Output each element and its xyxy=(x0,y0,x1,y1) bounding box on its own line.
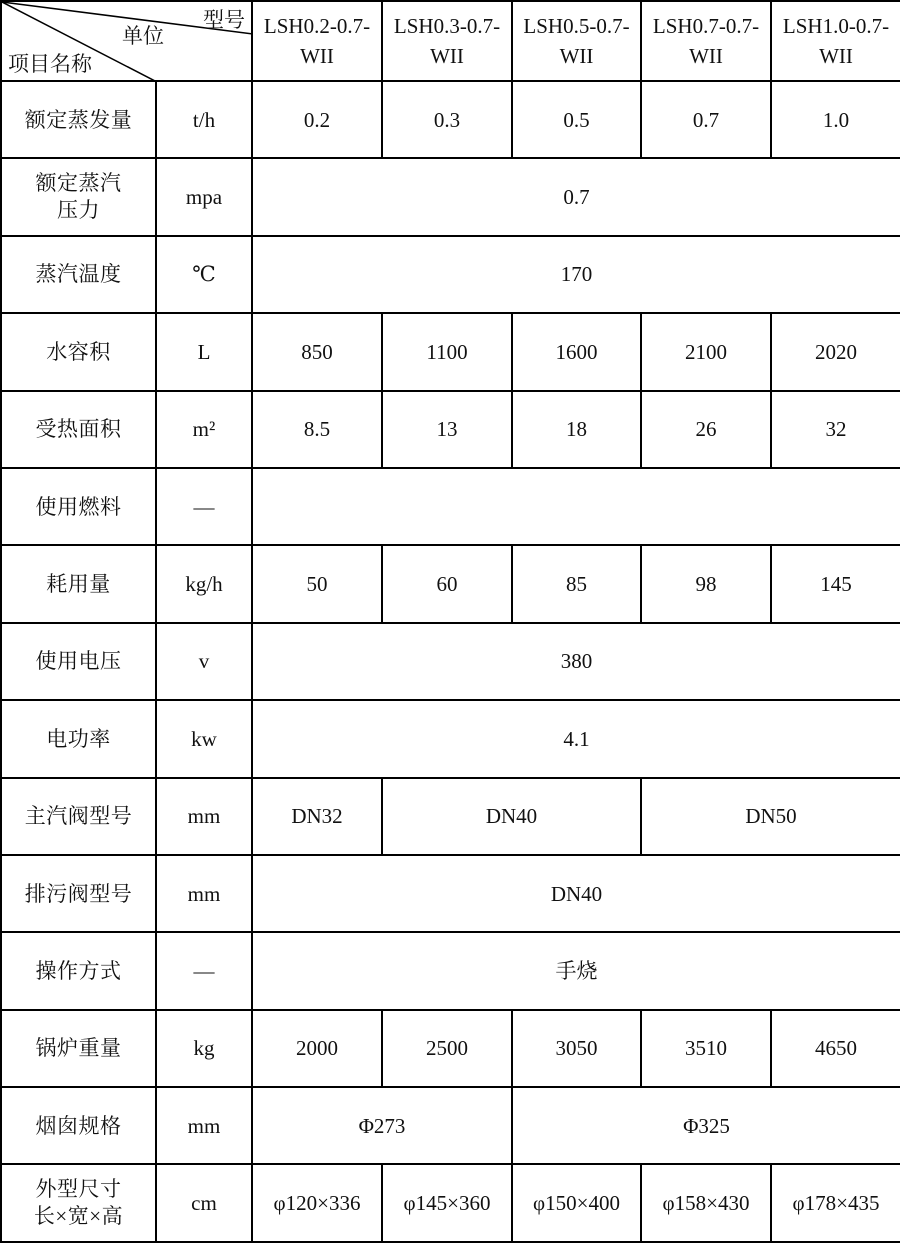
value-cell xyxy=(252,700,900,777)
unit-cell xyxy=(156,1087,252,1164)
item-name: 受热面积 xyxy=(35,417,122,442)
item-name: 排污阀型号 xyxy=(24,881,133,906)
item-name: 耗用量 xyxy=(46,572,111,597)
value-cell xyxy=(382,545,512,622)
item-name: 蒸汽温度 xyxy=(35,262,122,287)
item-name: 使用电压 xyxy=(35,649,122,674)
value-cell xyxy=(252,391,382,468)
table-row xyxy=(1,545,900,622)
item-name: 烟囱规格 xyxy=(35,1113,122,1138)
value-cell xyxy=(641,778,900,855)
item-name-cell xyxy=(1,932,156,1009)
unit-cell xyxy=(156,81,252,158)
value-cell xyxy=(641,1010,771,1087)
cell-value: 2000 xyxy=(296,1036,338,1061)
cell-value: 1.0 xyxy=(822,107,850,132)
cell-value: 380 xyxy=(560,649,593,674)
model-suffix-line: WII xyxy=(300,44,334,68)
table-row xyxy=(1,81,900,158)
item-name-cell xyxy=(1,855,156,932)
cell-value: 手烧 xyxy=(555,958,598,983)
item-name: 水容积 xyxy=(46,339,111,364)
cell-value: 50 xyxy=(306,572,328,597)
cell-value: 3050 xyxy=(555,1036,598,1061)
cell-value: Φ325 xyxy=(683,1113,730,1138)
item-name: 主汽阀型号 xyxy=(24,804,133,829)
cell-value: 0.7 xyxy=(563,185,590,210)
value-cell xyxy=(252,468,900,545)
unit-value: kg xyxy=(193,1036,215,1061)
model-header-1 xyxy=(252,1,382,81)
cell-value: φ120×336 xyxy=(273,1191,361,1216)
model-name-line: LSH0.3-0.7- xyxy=(393,14,501,38)
model-name-line: LSH0.2-0.7- xyxy=(263,14,371,38)
cell-value: φ178×435 xyxy=(792,1191,880,1216)
value-cell xyxy=(641,313,771,390)
value-cell xyxy=(512,391,641,468)
value-cell xyxy=(641,1164,771,1241)
table-row xyxy=(1,778,900,855)
table-row xyxy=(1,1010,900,1087)
unit-cell xyxy=(156,391,252,468)
value-cell xyxy=(512,81,641,158)
value-cell xyxy=(512,545,641,622)
unit-cell xyxy=(156,700,252,777)
value-cell xyxy=(382,778,641,855)
value-cell xyxy=(252,1087,512,1164)
table-row xyxy=(1,391,900,468)
value-cell xyxy=(512,1010,641,1087)
item-name-cell xyxy=(1,778,156,855)
cell-value: 8.5 xyxy=(303,417,331,442)
table-row xyxy=(1,700,900,777)
header-row xyxy=(1,1,900,81)
unit-cell xyxy=(156,1164,252,1241)
value-cell xyxy=(512,1164,641,1241)
model-suffix-line: WII xyxy=(559,44,594,68)
cell-value: 60 xyxy=(436,572,458,597)
cell-value: φ145×360 xyxy=(403,1191,491,1216)
table-row xyxy=(1,468,900,545)
cell-value: 32 xyxy=(825,417,847,442)
value-cell xyxy=(771,391,900,468)
item-name-cell xyxy=(1,700,156,777)
value-cell xyxy=(252,158,900,235)
unit-value: — xyxy=(193,958,215,983)
item-name-cell xyxy=(1,391,156,468)
value-cell xyxy=(641,81,771,158)
unit-value: mm xyxy=(187,804,221,829)
cell-value: 0.2 xyxy=(303,107,331,132)
table-row xyxy=(1,623,900,700)
cell-value: 2100 xyxy=(685,339,727,364)
cell-value: DN40 xyxy=(550,881,603,906)
value-cell xyxy=(252,1164,382,1241)
cell-value: 170 xyxy=(560,262,593,287)
item-name-cell xyxy=(1,313,156,390)
cell-value: 0.3 xyxy=(433,107,461,132)
model-suffix-line: WII xyxy=(430,44,464,68)
unit-value: cm xyxy=(191,1191,217,1216)
item-name: 操作方式 xyxy=(35,958,122,983)
value-cell xyxy=(771,1010,900,1087)
cell-value: 18 xyxy=(566,417,587,442)
item-name-cell xyxy=(1,1087,156,1164)
cell-value: 4650 xyxy=(815,1036,857,1061)
unit-cell xyxy=(156,778,252,855)
value-cell xyxy=(771,81,900,158)
value-cell xyxy=(252,778,382,855)
cell-value: 850 xyxy=(301,339,333,364)
model-header-4 xyxy=(641,1,771,81)
model-suffix-line: WII xyxy=(819,44,853,68)
item-name: 额定蒸发量 xyxy=(24,107,133,132)
item-header-label: 项目名称 xyxy=(8,52,92,76)
cell-value: DN40 xyxy=(485,804,538,829)
cell-value: DN50 xyxy=(745,804,797,829)
value-cell xyxy=(382,1164,512,1241)
value-cell xyxy=(771,1164,900,1241)
model-suffix-line: WII xyxy=(689,44,723,68)
unit-cell xyxy=(156,1010,252,1087)
unit-value: kg/h xyxy=(185,572,223,597)
model-header-2 xyxy=(382,1,512,81)
item-name-cell xyxy=(1,81,156,158)
cell-value: 2020 xyxy=(815,339,857,364)
value-cell xyxy=(382,1010,512,1087)
unit-cell xyxy=(156,623,252,700)
item-name-cell xyxy=(1,1164,156,1241)
unit-cell xyxy=(156,158,252,235)
table-row xyxy=(1,1087,900,1164)
cell-value: 145 xyxy=(820,572,852,597)
cell-value: 0.5 xyxy=(563,107,590,132)
item-name: 电功率 xyxy=(46,726,111,751)
unit-value: — xyxy=(193,494,215,519)
value-cell xyxy=(252,545,382,622)
unit-cell xyxy=(156,313,252,390)
model-header-label: 型号 xyxy=(203,8,245,32)
model-header-5 xyxy=(771,1,900,81)
value-cell xyxy=(382,391,512,468)
cell-value: 1100 xyxy=(426,339,468,364)
item-name: 外型尺寸 长×宽×高 xyxy=(33,1176,124,1228)
cell-value: 1600 xyxy=(555,339,598,364)
table-row xyxy=(1,236,900,313)
value-cell xyxy=(771,313,900,390)
value-cell xyxy=(252,932,900,1009)
item-name: 锅炉重量 xyxy=(35,1036,122,1061)
unit-value: mpa xyxy=(185,185,223,210)
item-name-cell xyxy=(1,1010,156,1087)
cell-value: 26 xyxy=(695,417,717,442)
unit-value: kw xyxy=(191,726,217,751)
cell-value: 3510 xyxy=(685,1036,727,1061)
table-row xyxy=(1,932,900,1009)
unit-cell xyxy=(156,236,252,313)
value-cell xyxy=(252,623,900,700)
cell-value: 85 xyxy=(566,572,587,597)
unit-value: m² xyxy=(192,417,216,442)
unit-cell xyxy=(156,468,252,545)
item-name-cell xyxy=(1,468,156,545)
unit-value: mm xyxy=(187,881,221,906)
value-cell xyxy=(382,313,512,390)
unit-cell xyxy=(156,932,252,1009)
cell-value: φ158×430 xyxy=(662,1191,750,1216)
unit-value: v xyxy=(198,649,210,674)
cell-value: 4.1 xyxy=(563,726,590,751)
cell-value: DN32 xyxy=(291,804,343,829)
item-name: 使用燃料 xyxy=(35,494,122,519)
table-row xyxy=(1,1164,900,1241)
unit-header-label: 单位 xyxy=(122,24,164,48)
cell-value: Φ273 xyxy=(358,1113,406,1138)
unit-value: ℃ xyxy=(192,262,216,287)
value-cell xyxy=(641,391,771,468)
value-cell xyxy=(252,313,382,390)
model-header-3 xyxy=(512,1,641,81)
value-cell xyxy=(382,81,512,158)
unit-cell xyxy=(156,855,252,932)
table-row xyxy=(1,158,900,235)
table-row xyxy=(1,313,900,390)
unit-value: t/h xyxy=(192,107,216,132)
cell-value: 2500 xyxy=(426,1036,468,1061)
header-diagonal-cell xyxy=(1,1,252,81)
value-cell xyxy=(252,855,900,932)
value-cell xyxy=(771,545,900,622)
item-name: 额定蒸汽 压力 xyxy=(35,170,122,222)
value-cell xyxy=(252,81,382,158)
item-name-cell xyxy=(1,158,156,235)
cell-value: 98 xyxy=(695,572,717,597)
model-name-line: LSH0.5-0.7- xyxy=(523,14,630,38)
value-cell xyxy=(641,545,771,622)
item-name-cell xyxy=(1,236,156,313)
table-row xyxy=(1,855,900,932)
cell-value: 0.7 xyxy=(692,107,720,132)
value-cell xyxy=(252,1010,382,1087)
model-name-line: LSH1.0-0.7- xyxy=(782,14,890,38)
cell-value: φ150×400 xyxy=(533,1191,620,1216)
unit-value: L xyxy=(197,339,211,364)
item-name-cell xyxy=(1,545,156,622)
value-cell xyxy=(512,313,641,390)
item-name-cell xyxy=(1,623,156,700)
cell-value: 13 xyxy=(436,417,458,442)
model-name-line: LSH0.7-0.7- xyxy=(652,14,760,38)
unit-cell xyxy=(156,545,252,622)
unit-value: mm xyxy=(187,1113,221,1138)
value-cell xyxy=(512,1087,900,1164)
value-cell xyxy=(252,236,900,313)
